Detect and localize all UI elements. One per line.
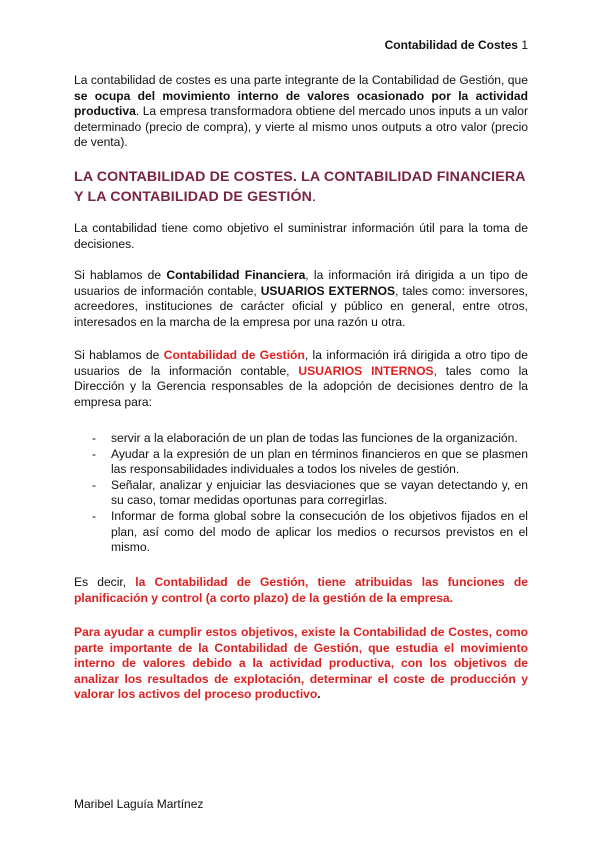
header-title: Contabilidad de Costes [384, 38, 518, 52]
conclusion-bold: la Contabilidad de Gestión, tiene atribuidas las funciones de planificación y control (a corto plazo) de la gestión de la empresa. [74, 575, 528, 605]
gestion-text-2: , la información irá dirigida a otro tipo de usuarios de la información contable, [74, 348, 528, 378]
page-footer [74, 797, 203, 813]
intro-text-2: . La empresa transformadora obtiene del mercado unos inputs a un valor determinado (precio de compra), y vierte al mismo unos outputs a otro valor (precio de venta). [74, 104, 528, 150]
footer-author: Maribel Laguía Martínez [74, 797, 204, 811]
intro-paragraph [74, 73, 528, 151]
conclusion-paragraph [74, 575, 528, 606]
objective-text: La contabilidad tiene como objetivo el suministrar información útil para la toma de decisiones. [74, 221, 528, 251]
financiera-text-1: Si hablamos de [74, 268, 167, 282]
page-number: 1 [521, 38, 528, 52]
financiera-text-3: , tales como: inversores, acreedores, instituciones de carácter oficial y público en general, entre otros, interesados en la marcha de la empresa por una razón u otra. [74, 283, 528, 329]
page-header [385, 38, 528, 54]
purposes-list-block [74, 431, 528, 556]
financiera-text-2: , la información irá dirigida a un tipo de usuarios de información contable, [74, 268, 528, 298]
list-item: - servir a la elaboración de un plan de todas las funciones de la organización. [74, 431, 528, 447]
financiera-paragraph [74, 268, 528, 330]
section-heading-block [74, 167, 528, 207]
section-heading-period: . [312, 189, 317, 205]
intro-bold: se ocupa del movimiento interno de valores ocasionado por la actividad productiva [74, 88, 528, 119]
gestion-text-1: Si hablamos de [74, 348, 164, 362]
list-item: - Informar de forma global sobre la consecución de los objetivos fijados en el plan, así como del modo de aplicar los medios o recursos previstos en el mismo. [74, 509, 528, 556]
objective-paragraph [74, 221, 528, 252]
purposes-list [74, 431, 528, 556]
conclusion-text-1: Es decir, [74, 575, 136, 589]
usuarios-internos: USUARIOS INTERNOS [298, 363, 434, 378]
gestion-text-3: , tales como la Dirección y la Gerencia responsables de la adopción de decisiones dentro de la empresa para: [74, 363, 528, 409]
list-item: - Señalar, analizar y enjuiciar las desviaciones que se vayan detectando y, en su caso, tomar medidas oportunas para corregirlas. [74, 478, 528, 509]
final-paragraph [74, 625, 528, 703]
list-item: - Ayudar a la expresión de un plan en términos financieros en que se plasmen las responsabilidades individuales a todos los niveles de gestión. [74, 447, 528, 478]
section-heading-text: LA CONTABILIDAD DE COSTES. LA CONTABILIDAD FINANCIERA Y LA CONTABILIDAD DE GESTIÓN [74, 169, 526, 205]
financiera-term: Contabilidad Financiera [166, 268, 306, 282]
final-bold: Para ayudar a cumplir estos objetivos, existe la Contabilidad de Costes, como parte importante de la Contabilidad de Gestión, que estudia el movimiento interno de valores debido a la actividad productiva, con los objetivos de analizar los resultados de explotación, determinar el coste de producción y valorar los activos del proceso productivo [74, 625, 528, 702]
gestion-term: Contabilidad de Gestión [163, 348, 305, 362]
usuarios-externos: USUARIOS EXTERNOS [260, 283, 396, 298]
final-period: . [317, 687, 321, 702]
section-heading [74, 167, 528, 207]
gestion-paragraph [74, 348, 528, 410]
intro-text-1: La contabilidad de costes es una parte integrante de la Contabilidad de Gestión, que [74, 73, 528, 87]
